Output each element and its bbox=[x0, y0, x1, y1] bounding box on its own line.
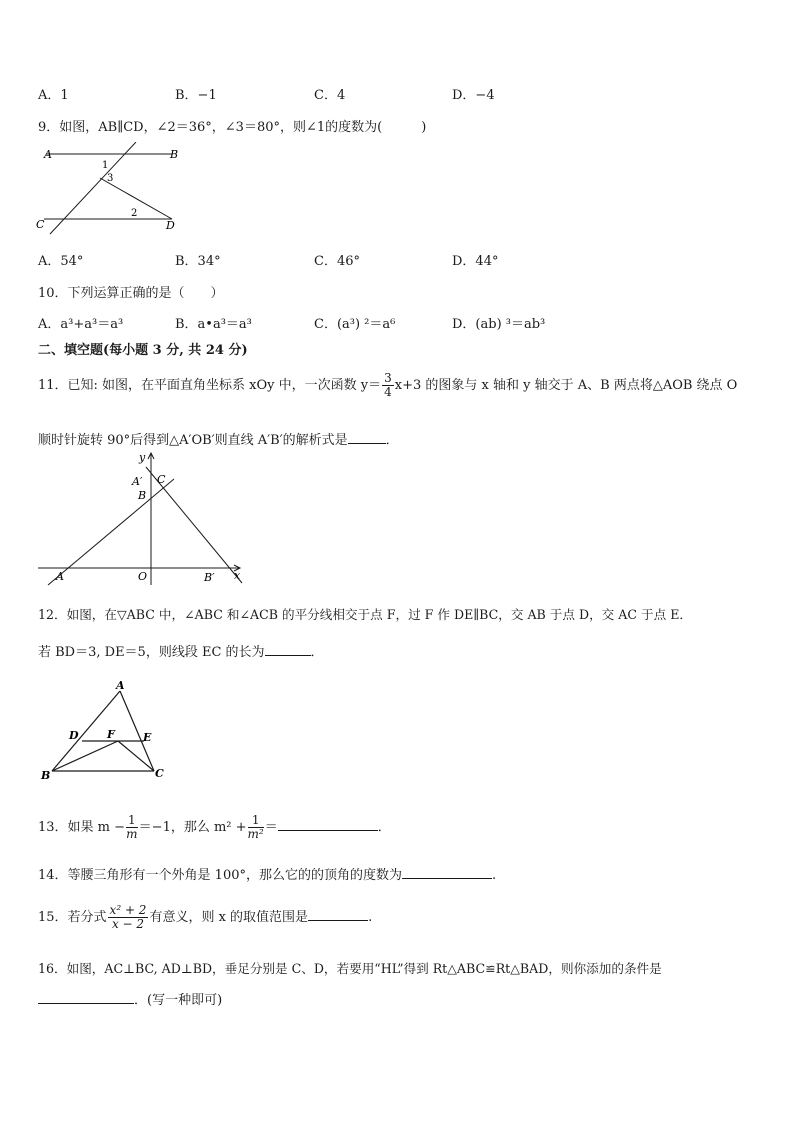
q15-part1: 15．若分式 bbox=[38, 910, 107, 926]
q12-end: ． bbox=[310, 645, 324, 660]
q10-option-b: B．a•a³＝a³ bbox=[175, 317, 252, 332]
q12-triangle-figure bbox=[36, 677, 176, 783]
q12-label-c: C bbox=[155, 767, 164, 780]
q12-label-b: B bbox=[41, 769, 51, 782]
q9-option-c: C．46° bbox=[314, 254, 360, 269]
q14-text: 14．等腰三角形有一个外角是 100°，那么它的的顶角的度数为 bbox=[38, 868, 402, 883]
q13-line bbox=[38, 814, 391, 841]
q8-option-d: D．−4 bbox=[452, 88, 495, 103]
q11-line2 bbox=[38, 429, 399, 448]
q13-end: ． bbox=[377, 820, 391, 836]
q11-end: ． bbox=[385, 433, 399, 448]
q14-end: . bbox=[492, 868, 497, 883]
q14-answer-blank[interactable] bbox=[402, 866, 492, 879]
q9-stem: 9．如图，AB∥CD，∠2＝36°，∠3＝80°，则∠1的度数为( ) bbox=[38, 120, 427, 135]
q16-answer-blank[interactable] bbox=[38, 991, 134, 1004]
q8-option-b: B．−1 bbox=[175, 88, 217, 103]
q11-line2-text: 顺时针旋转 90°后得到△A′OB′则直线 A′B′的解析式是 bbox=[38, 433, 348, 448]
q9-angle-3: 3 bbox=[107, 173, 114, 184]
q13-f2-num: 1 bbox=[248, 814, 264, 828]
line-ab bbox=[48, 479, 174, 585]
q15-f-num: x² + 2 bbox=[109, 903, 147, 917]
q11-label-o: O bbox=[138, 570, 148, 583]
q9-option-a: A．54° bbox=[38, 254, 84, 269]
q11-frac-den: 4 bbox=[384, 385, 392, 400]
q9-figure bbox=[30, 142, 190, 237]
q11-label-a-prime: A′ bbox=[132, 475, 143, 488]
q9-label-b: B bbox=[170, 148, 179, 161]
bisector-bf bbox=[52, 741, 118, 771]
q16-line2 bbox=[38, 989, 222, 1008]
q12-line1: 12．如图，在▽ABC 中，∠ABC 和∠ACB 的平分线相交于点 F，过 F 作 DE∥BC，交 AB 于点 D，交 AC 于点 E． bbox=[38, 607, 692, 622]
q11-coordinate-figure bbox=[32, 447, 252, 589]
q8-option-c: C．4 bbox=[314, 88, 346, 103]
q11-label-b: B bbox=[138, 489, 147, 502]
q8-option-a: A．1 bbox=[38, 88, 69, 103]
q9-option-d: D．44° bbox=[452, 254, 499, 269]
section-title-fill-in: 二、填空题(每小题 3 分, 共 24 分) bbox=[38, 343, 248, 358]
q12-line2 bbox=[38, 641, 324, 660]
q11-part2: x+3 的图象与 x 轴和 y 轴交于 A、B 两点将△AOB 绕点 O bbox=[394, 378, 738, 394]
q13-answer-blank[interactable] bbox=[278, 818, 378, 831]
q13-fraction-1 bbox=[126, 814, 138, 841]
q12-label-d: D bbox=[69, 729, 79, 742]
q9-angle-1: 1 bbox=[102, 160, 109, 171]
q9-label-d: D bbox=[166, 219, 175, 232]
q9-angle-2: 2 bbox=[131, 208, 138, 219]
q12-label-f: F bbox=[107, 728, 115, 741]
q11-part1: 11．已知: 如图，在平面直角坐标系 xOy 中，一次函数 y＝ bbox=[38, 378, 382, 394]
q11-label-c: C bbox=[157, 473, 166, 486]
q15-fraction bbox=[108, 904, 149, 931]
q11-answer-blank[interactable] bbox=[348, 431, 386, 444]
q16-line1: 16．如图，AC⊥BC, AD⊥BD，垂足分别是 C、D，若要用“HL”得到 Rt△ABC≌Rt△BAD，则你添加的条件是 bbox=[38, 961, 662, 976]
q15-answer-blank[interactable] bbox=[308, 908, 368, 921]
q13-part3: ＝ bbox=[264, 820, 278, 836]
q15-f-den: x − 2 bbox=[111, 917, 145, 932]
q11-label-y: y bbox=[139, 451, 146, 464]
q11-fraction bbox=[382, 372, 394, 399]
q12-label-e: E bbox=[143, 731, 152, 744]
q13-part1: 13．如果 m − bbox=[38, 820, 126, 836]
q12-answer-blank[interactable] bbox=[265, 643, 311, 656]
q12-line2-text: 若 BD＝3, DE＝5，则线段 EC 的长为 bbox=[38, 645, 265, 660]
q9-label-a: A bbox=[44, 148, 52, 161]
q10-option-a: A．a³+a³＝a³ bbox=[38, 317, 124, 332]
q16-end: ．(写一种即可) bbox=[134, 993, 223, 1008]
q10-option-c: C．(a³) ²＝a⁶ bbox=[314, 317, 396, 332]
q11-line1 bbox=[38, 372, 737, 399]
q13-f1-num: 1 bbox=[128, 813, 136, 827]
transversal-1 bbox=[50, 142, 136, 234]
q11-label-b-prime: B′ bbox=[204, 571, 215, 584]
q15-line bbox=[38, 904, 372, 931]
q11-label-x: x bbox=[234, 569, 241, 582]
q11-frac-num: 3 bbox=[384, 371, 392, 385]
q13-f2-den: m² bbox=[247, 827, 264, 842]
q10-option-d: D．(ab) ³＝ab³ bbox=[452, 317, 546, 332]
q9-label-c: C bbox=[36, 218, 45, 231]
q9-option-b: B．34° bbox=[175, 254, 221, 269]
bisector-cf bbox=[118, 741, 154, 771]
q15-end: . bbox=[368, 910, 373, 926]
q13-f1-den: m bbox=[126, 827, 138, 842]
q13-part2: ＝−1，那么 m² + bbox=[138, 820, 247, 836]
q12-label-a: A bbox=[116, 679, 125, 692]
q13-fraction-2 bbox=[248, 814, 264, 841]
q11-label-a: A bbox=[56, 570, 64, 583]
q10-stem: 10．下列运算正确的是（ ） bbox=[38, 286, 224, 301]
q14-line bbox=[38, 864, 496, 883]
q15-part2: 有意义，则 x 的取值范围是 bbox=[149, 910, 309, 926]
